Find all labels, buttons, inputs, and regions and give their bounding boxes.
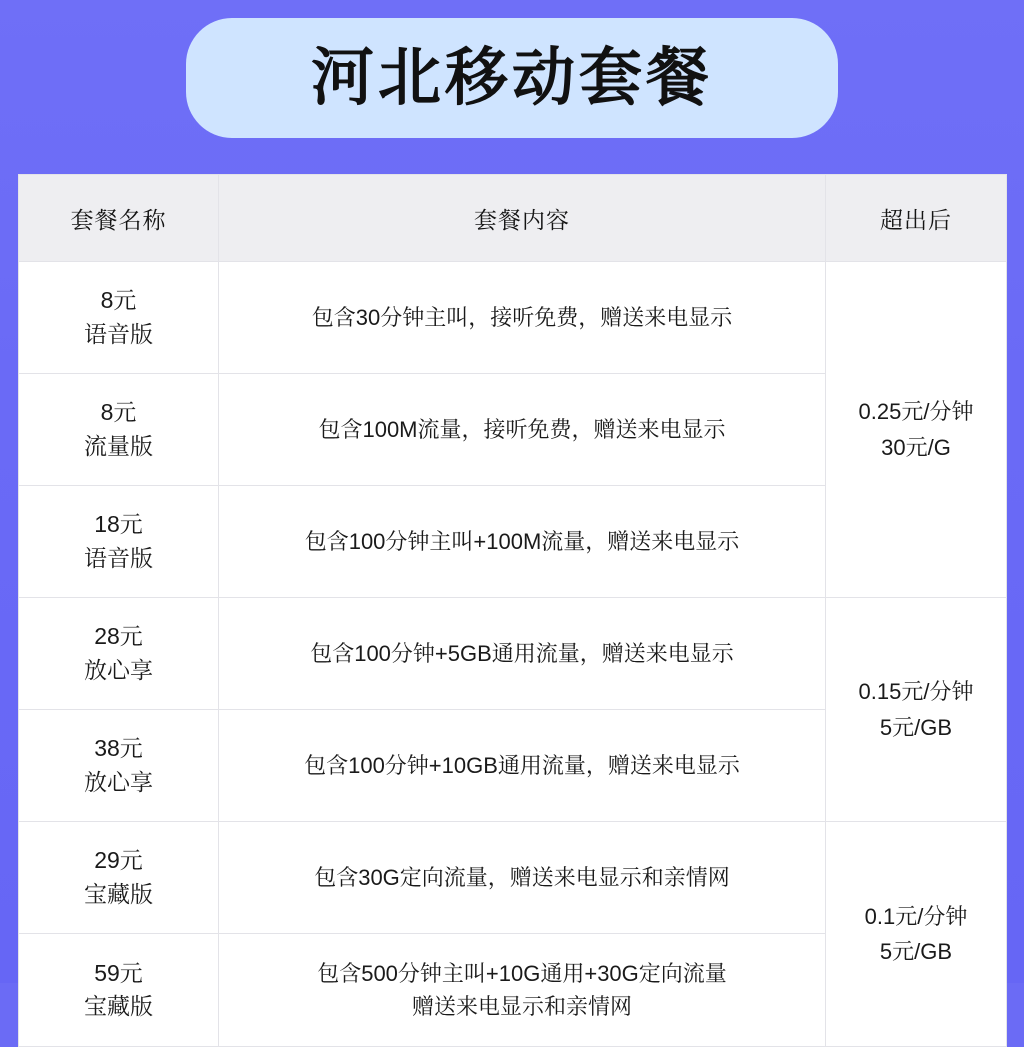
plan-content-line: 包含100分钟+5GB通用流量，赠送来电显示 [310, 641, 734, 666]
plan-price-label: 38元 [94, 735, 143, 762]
plans-table-container [18, 174, 1006, 1047]
plan-content-line: 包含30分钟主叫，接听免费，赠送来电显示 [311, 305, 733, 330]
column-header-plan-content: 套餐内容 [219, 175, 826, 262]
table-row [19, 822, 1007, 934]
overage-data-rate: 5元/GB [879, 714, 953, 740]
overage-cell [826, 822, 1007, 1047]
table-row [19, 598, 1007, 710]
plan-price-label: 8元 [100, 287, 137, 314]
plan-price-label: 29元 [94, 847, 143, 874]
plan-name-cell [19, 486, 219, 598]
plan-content-cell [219, 262, 826, 374]
overage-cell [826, 598, 1007, 822]
plans-table [18, 174, 1007, 1047]
plan-type-label: 宝藏版 [84, 993, 153, 1019]
plan-type-label: 流量版 [84, 432, 153, 459]
plan-name-cell [19, 822, 219, 934]
plan-type-label: 语音版 [84, 544, 153, 571]
column-header-plan-name: 套餐名称 [19, 175, 219, 262]
plan-price-label: 8元 [100, 399, 137, 426]
plan-content-line: 包含30G定向流量，赠送来电显示和亲情网 [314, 865, 730, 890]
table-row [19, 262, 1007, 374]
plan-type-label: 放心享 [84, 768, 153, 795]
title-banner [0, 0, 1024, 138]
plan-content-cell [219, 710, 826, 822]
plan-content-line: 包含100分钟主叫+100M流量，赠送来电显示 [304, 529, 740, 554]
plan-content-cell [219, 934, 826, 1047]
plan-price-label: 59元 [94, 959, 143, 986]
table-header [19, 175, 1007, 262]
overage-voice-rate: 0.15元/分钟 [858, 679, 974, 705]
table-header-row [19, 175, 1007, 262]
overage-voice-rate: 0.25元/分钟 [858, 399, 974, 425]
plan-type-label: 放心享 [84, 656, 153, 683]
plan-name-cell [19, 934, 219, 1047]
plan-content-line: 包含100分钟+10GB通用流量，赠送来电显示 [304, 753, 740, 778]
plan-name-cell [19, 262, 219, 374]
overage-data-rate: 30元/G [881, 434, 951, 460]
plan-price-label: 18元 [94, 511, 143, 538]
plan-name-cell [19, 374, 219, 486]
page-title: 河北移动套餐 [311, 42, 713, 113]
plan-content-line-secondary: 赠送来电显示和亲情网 [411, 994, 632, 1019]
plan-name-cell [19, 710, 219, 822]
plan-content-cell [219, 374, 826, 486]
title-pill [186, 18, 838, 138]
plan-type-label: 语音版 [84, 320, 153, 347]
plan-content-cell [219, 598, 826, 710]
plan-content-cell [219, 822, 826, 934]
plan-content-line: 包含100M流量，接听免费，赠送来电显示 [318, 417, 726, 442]
column-header-overage: 超出后 [826, 175, 1007, 262]
table-body [19, 262, 1007, 1047]
overage-data-rate: 5元/GB [879, 939, 953, 964]
plan-content-line: 包含500分钟主叫+10G通用+30G定向流量 [317, 961, 727, 986]
plan-type-label: 宝藏版 [84, 880, 153, 907]
overage-voice-rate: 0.1元/分钟 [864, 903, 968, 929]
plan-content-cell [219, 486, 826, 598]
plan-name-cell [19, 598, 219, 710]
plan-price-label: 28元 [94, 623, 143, 650]
overage-cell [826, 262, 1007, 598]
